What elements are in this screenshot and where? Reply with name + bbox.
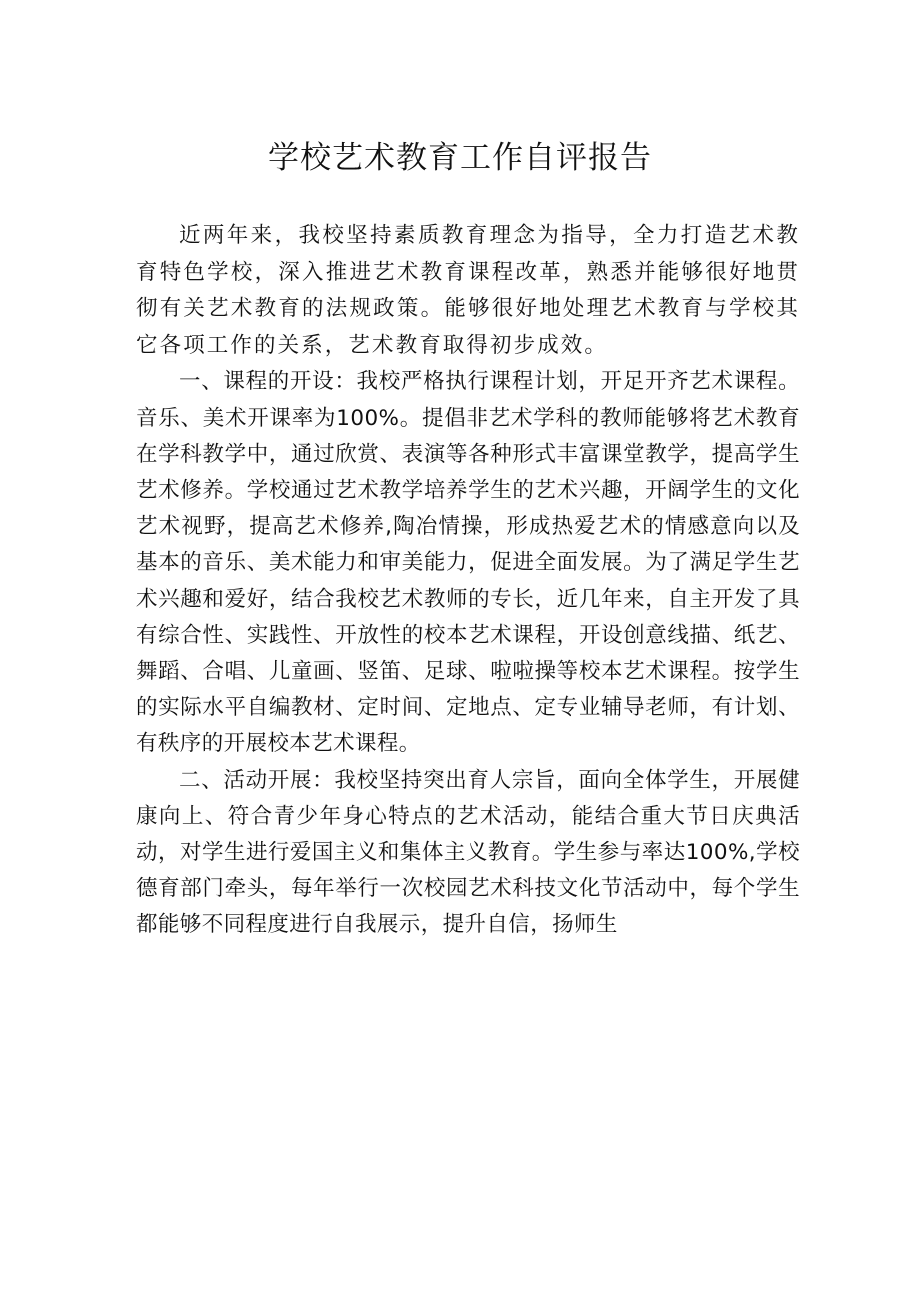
paragraph-intro: 近两年来，我校坚持素质教育理念为指导，全力打造艺术教育特色学校，深入推进艺术教育课程改革，熟悉并能够很好地贯彻有关艺术教育的法规政策。能够很好地处理艺术教育与学校其它各项工作的关系，艺术教育取得初步成效。	[136, 223, 800, 358]
document-title: 学校艺术教育工作自评报告	[268, 140, 652, 176]
document-body	[136, 218, 800, 944]
paragraph-activities: 二、活动开展：我校坚持突出育人宗旨，面向全体学生，开展健康向上、符合青少年身心特点的艺术活动，能结合重大节日庆典活动，对学生进行爱国主义和集体主义教育。学生参与率达100%,学校德育部门牵头，每年举行一次校园艺术科技文化节活动中，每个学生都能够不同程度进行自我展示，提升自信，扬师生	[136, 767, 800, 938]
paragraph-course-setup: 一、课程的开设：我校严格执行课程计划，开足开齐艺术课程。音乐、美术开课率为100%。提倡非艺术学科的教师能够将艺术教育在学科教学中，通过欣赏、表演等各种形式丰富课堂教学，提高学生艺术修养。学校通过艺术教学培养学生的艺术兴趣，开阔学生的文化艺术视野，提高艺术修养,陶冶情操，形成热爱艺术的情感意向以及基本的音乐、美术能力和审美能力，促进全面发展。为了满足学生艺术兴趣和爱好，结合我校艺术教师的专长，近几年来，自主开发了具有综合性、实践性、开放性的校本艺术课程，开设创意线描、纸艺、舞蹈、合唱、儿童画、竖笛、足球、啦啦操等校本艺术课程。按学生的实际水平自编教材、定时间、定地点、定专业辅导老师，有计划、有秩序的开展校本艺术课程。	[136, 369, 800, 757]
